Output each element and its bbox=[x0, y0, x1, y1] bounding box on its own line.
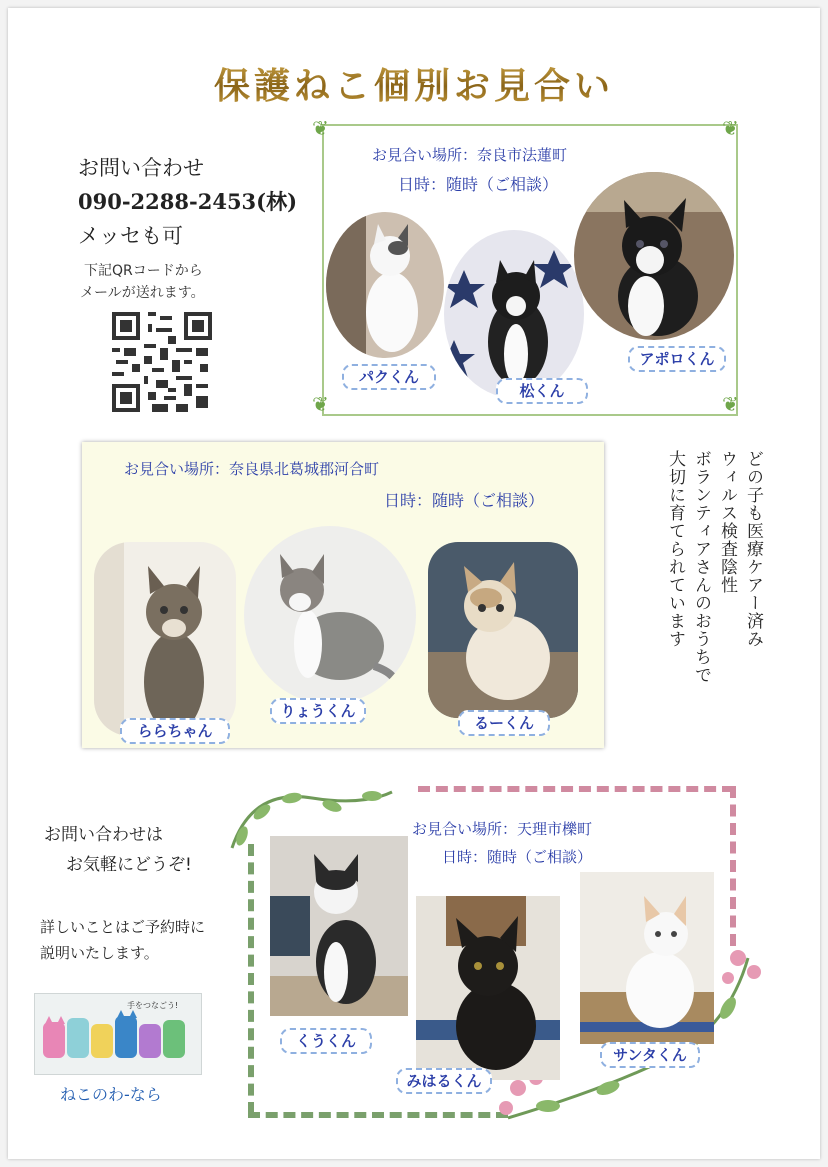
cat-name-tag: みはるくん bbox=[396, 1068, 492, 1094]
page-title: 保護ねこ個別お見合い bbox=[8, 58, 820, 109]
green-dashed-border bbox=[248, 844, 254, 1114]
group3-place: お見合い場所：天理市櫟町 bbox=[412, 820, 593, 838]
org-logo bbox=[34, 993, 202, 1075]
logo-caption: 手をつなごう! bbox=[127, 1001, 179, 1010]
group1-date: 日時：随時（ご相談） bbox=[398, 175, 559, 194]
group1-place: お見合い場所：奈良市法蓮町 bbox=[372, 146, 568, 164]
info-vertical-text bbox=[646, 450, 766, 730]
qr-code[interactable] bbox=[112, 312, 212, 412]
pink-dashed-border bbox=[418, 786, 734, 792]
info-line: 大切に育てられています bbox=[665, 450, 685, 648]
cat-name-tag: サンタくん bbox=[600, 1042, 700, 1068]
pink-dashed-border bbox=[730, 786, 736, 946]
detail-line2: 説明いたします。 bbox=[40, 944, 159, 962]
group2-place: お見合い場所：奈良県北葛城郡河合町 bbox=[124, 460, 380, 478]
cat-name-tag: 松くん bbox=[496, 378, 588, 404]
cat-name-tag: パクくん bbox=[342, 364, 436, 390]
leaf-icon: ❦ bbox=[312, 392, 329, 416]
leaf-icon: ❦ bbox=[312, 116, 329, 140]
cat-photo-miharu[interactable] bbox=[416, 896, 560, 1080]
group2-date: 日時：随時（ご相談） bbox=[384, 491, 545, 510]
info-line: ボランティアさんのおうちで bbox=[691, 450, 711, 684]
org-name: ねこのわ-なら bbox=[60, 1085, 162, 1104]
detail-line1: 詳しいことはご予約時に bbox=[40, 918, 206, 936]
cat-photo-paku[interactable] bbox=[326, 212, 444, 358]
info-line: どの子も医療ケアー済み bbox=[743, 450, 763, 648]
cat-name-tag: ららちゃん bbox=[120, 718, 230, 744]
cat-name-tag: りょうくん bbox=[270, 698, 366, 724]
contact-heading: お問い合わせ bbox=[78, 156, 204, 180]
leaf-icon: ❦ bbox=[722, 392, 739, 416]
cat-name-tag: るーくん bbox=[458, 710, 550, 736]
cat-photo-santa[interactable] bbox=[580, 872, 714, 1044]
cat-photo-matsu[interactable] bbox=[444, 230, 584, 398]
green-dashed-border bbox=[248, 1112, 508, 1118]
cat-name-tag: アポロくん bbox=[628, 346, 726, 372]
cat-photo-apollo[interactable] bbox=[574, 172, 734, 340]
cat-photo-ruu[interactable] bbox=[428, 542, 578, 718]
leaf-icon: ❦ bbox=[722, 116, 739, 140]
inquiry-line1: お問い合わせは bbox=[44, 825, 163, 845]
info-line: ウィルス検査陰性 bbox=[717, 450, 737, 594]
inquiry-line2: お気軽にどうぞ! bbox=[66, 855, 192, 875]
group3-date: 日時：随時（ご相談） bbox=[442, 848, 593, 866]
contact-phone: 090-2288-2453(林) bbox=[78, 189, 298, 214]
cat-photo-ryou[interactable] bbox=[244, 526, 416, 704]
cat-photo-kuu[interactable] bbox=[270, 836, 408, 1016]
contact-message: メッセも可 bbox=[78, 224, 183, 248]
qr-note-line1: 下記QRコードから bbox=[84, 263, 203, 279]
cat-name-tag: くうくん bbox=[280, 1028, 372, 1054]
flyer-page bbox=[8, 8, 820, 1159]
cat-photo-rara[interactable] bbox=[94, 542, 236, 736]
qr-note-line2: メールが送れます。 bbox=[80, 285, 205, 301]
